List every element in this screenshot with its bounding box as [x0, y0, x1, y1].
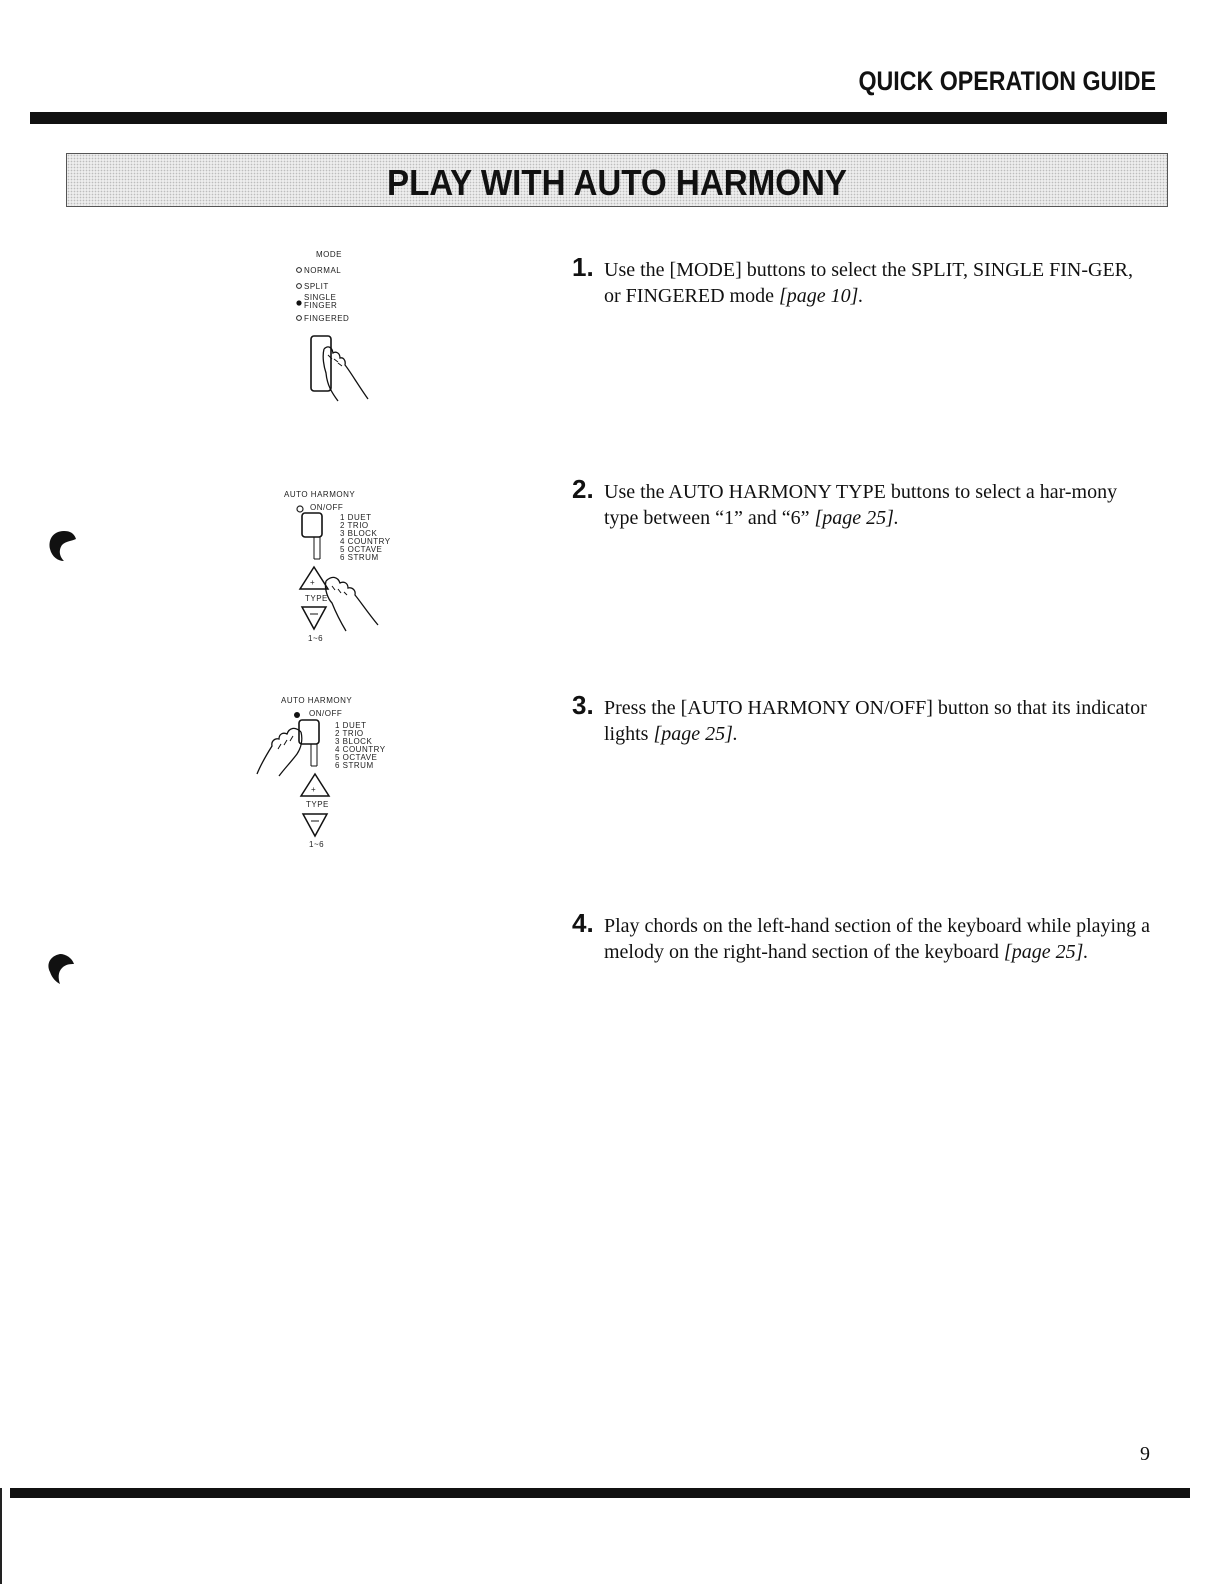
step-number: 1. — [572, 252, 594, 282]
step-number: 2. — [572, 474, 594, 504]
step-1 — [572, 252, 1152, 309]
page-reference: [page 25]. — [1003, 941, 1089, 963]
type-label: TYPE — [306, 800, 329, 809]
binder-hole-icon — [44, 527, 84, 567]
header-rule — [30, 112, 1167, 124]
type-4: 4 COUNTRY — [340, 537, 391, 546]
step-number: 3. — [572, 690, 594, 720]
harmony-heading: AUTO HARMONY — [281, 696, 353, 705]
mode-panel-diagram — [280, 245, 390, 410]
binder-hole-icon — [42, 950, 82, 990]
type-5: 5 OCTAVE — [335, 753, 378, 762]
onoff-button-icon — [302, 513, 322, 537]
page-number: 9 — [1140, 1443, 1150, 1465]
page-reference: [page 25]. — [653, 723, 738, 745]
mode-heading: MODE — [316, 250, 342, 259]
mode-option-normal: NORMAL — [304, 266, 342, 275]
harmony-onoff-diagram — [255, 690, 405, 855]
type-4: 4 COUNTRY — [335, 745, 386, 754]
step-text — [604, 695, 1152, 747]
step-body: Press the [AUTO HARMONY ON/OFF] button so that its indicator lights — [604, 697, 1147, 745]
page-reference: [page 25]. — [814, 507, 899, 529]
type-down-button-icon — [302, 607, 326, 629]
hand-icon — [257, 728, 302, 776]
step-3 — [572, 690, 1152, 747]
step-text — [604, 479, 1152, 531]
type-2: 2 TRIO — [335, 729, 364, 738]
banner-title: PLAY WITH AUTO HARMONY — [386, 162, 848, 203]
harmony-type-diagram — [278, 485, 408, 655]
type-1: 1 DUET — [335, 721, 367, 730]
type-label: TYPE — [305, 594, 328, 603]
step-4 — [572, 908, 1152, 965]
hand-icon — [325, 577, 378, 631]
type-range-label: 1~6 — [308, 634, 324, 643]
type-2: 2 TRIO — [340, 521, 369, 530]
step-body: Use the [MODE] buttons to select the SPLIT, SINGLE FIN-GER, or FINGERED mode — [604, 259, 1134, 307]
step-body: Use the AUTO HARMONY TYPE buttons to select a har-mony type between “1” and “6” — [604, 481, 1118, 529]
mode-option-split: SPLIT — [304, 282, 329, 291]
type-range-label: 1~6 — [309, 840, 325, 849]
svg-text:+: + — [311, 785, 317, 794]
indicator-lit-icon — [296, 300, 301, 305]
type-3: 3 BLOCK — [340, 529, 378, 538]
harmony-heading: AUTO HARMONY — [284, 490, 356, 499]
type-6: 6 STRUM — [335, 761, 374, 770]
type-1: 1 DUET — [340, 513, 372, 522]
type-3: 3 BLOCK — [335, 737, 373, 746]
section-header-title: QUICK OPERATION GUIDE — [858, 66, 1156, 96]
step-text — [604, 257, 1152, 309]
title-banner — [66, 153, 1168, 207]
svg-text:+: + — [310, 578, 316, 587]
mode-option-single: SINGLE — [304, 293, 337, 302]
type-5: 5 OCTAVE — [340, 545, 383, 554]
footer-rule — [10, 1488, 1190, 1498]
step-text — [604, 913, 1152, 965]
type-down-button-icon — [303, 814, 327, 836]
onoff-label: ON/OFF — [309, 709, 343, 718]
type-6: 6 STRUM — [340, 553, 379, 562]
mode-option-fingered: FINGERED — [304, 314, 350, 323]
page-reference: [page 10]. — [778, 285, 864, 307]
step-number: 4. — [572, 908, 594, 938]
step-2 — [572, 474, 1152, 531]
onoff-label: ON/OFF — [310, 503, 344, 512]
step-body: Play chords on the left-hand section of the keyboard while playing a melody on the right-hand section of the keyboard — [604, 915, 1150, 963]
indicator-lit-icon — [294, 712, 300, 718]
mode-option-finger: FINGER — [304, 301, 338, 310]
page-edge — [0, 1488, 18, 1584]
